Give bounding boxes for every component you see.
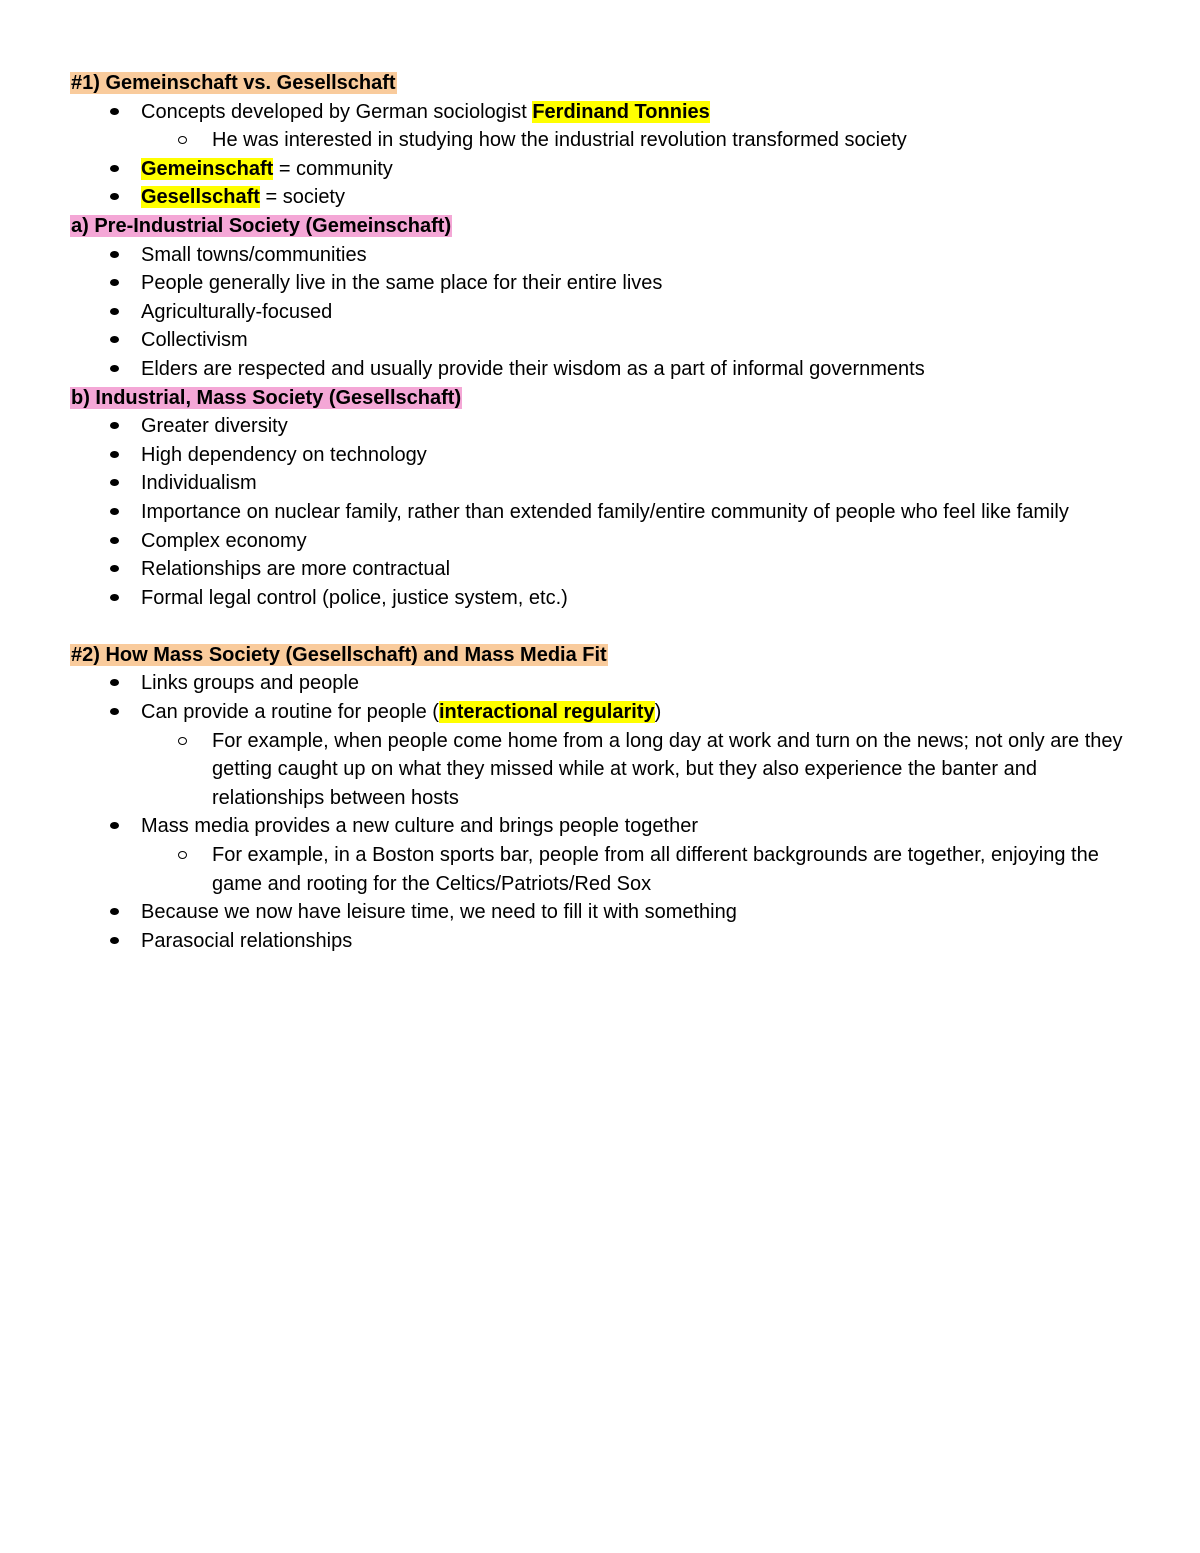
list-item-text: Small towns/communities <box>141 243 367 266</box>
list-item <box>70 412 1130 441</box>
sub-list-item <box>70 841 1130 898</box>
list-item-text: High dependency on technology <box>141 443 427 466</box>
bullet-icon <box>110 508 119 515</box>
list-item-text: Concepts developed by German sociologist <box>141 100 533 123</box>
bullet-icon <box>110 108 119 115</box>
list-item-text: Agriculturally-focused <box>141 300 333 323</box>
sub-list <box>70 841 1130 898</box>
bullet-icon <box>110 565 119 572</box>
section-heading-1-text: #1) Gemeinschaft vs. Gesellschaft <box>71 72 396 94</box>
section-heading-1a <box>70 212 1130 241</box>
section-heading-1 <box>70 69 1130 98</box>
list-item <box>70 183 1130 212</box>
section-heading-1a-text: a) Pre-Industrial Society (Gemeinschaft) <box>71 214 452 237</box>
list-item <box>70 669 1130 698</box>
bullet-icon <box>110 336 119 343</box>
highlighted-term: interactional regularity <box>438 701 655 724</box>
list-item-text: = community <box>273 157 393 180</box>
sub-list-item-text: He was interested in studying how the industrial revolution transformed society <box>212 129 907 152</box>
list-item-text: Relationships are more contractual <box>141 558 451 581</box>
list-item-text: Elders are respected and usually provide their wisdom as a part of informal governments <box>141 357 925 380</box>
section-heading-1b <box>70 384 1130 413</box>
list-item-text: Greater diversity <box>141 415 288 438</box>
list-item <box>70 812 1130 898</box>
bullet-icon <box>110 308 119 315</box>
list-item <box>70 584 1130 613</box>
bullet-icon <box>110 165 119 172</box>
list-item-text: Individualism <box>141 472 257 495</box>
section-1-list <box>70 98 1130 212</box>
sub-list-item <box>70 126 1130 155</box>
hollow-bullet-icon <box>178 136 187 144</box>
list-item <box>70 326 1130 355</box>
blank-line <box>70 612 1130 641</box>
sub-list <box>70 727 1130 813</box>
list-item <box>70 155 1130 184</box>
list-item <box>70 898 1130 927</box>
section-2-list <box>70 669 1130 955</box>
list-item-text: Because we now have leisure time, we need to fill it with something <box>141 901 737 924</box>
list-item <box>70 298 1130 327</box>
list-item-text: Can provide a routine for people ( <box>141 701 439 724</box>
hollow-bullet-icon <box>178 737 187 745</box>
list-item-text: Collectivism <box>141 329 248 352</box>
list-item-text: = society <box>259 186 345 209</box>
section-1a-list <box>70 241 1130 384</box>
list-item-text: Parasocial relationships <box>141 929 353 952</box>
bullet-icon <box>110 594 119 601</box>
list-item <box>70 469 1130 498</box>
list-item-text: Links groups and people <box>141 672 359 695</box>
list-item-text: Mass media provides a new culture and brings people together <box>141 815 698 838</box>
highlighted-term: Gemeinschaft <box>141 157 274 180</box>
bullet-icon <box>110 193 119 200</box>
bullet-icon <box>110 365 119 372</box>
list-item <box>70 241 1130 270</box>
list-item <box>70 98 1130 155</box>
bullet-icon <box>110 908 119 915</box>
section-1b-list <box>70 412 1130 612</box>
list-item <box>70 269 1130 298</box>
bullet-icon <box>110 708 119 715</box>
list-item <box>70 698 1130 812</box>
sub-list-item <box>70 727 1130 813</box>
sub-list-item-text: For example, in a Boston sports bar, people from all different backgrounds are together, enjoying the game and rooting for the Celtics/Patriots/Red Sox <box>212 844 1105 895</box>
section-heading-2-text: #2) How Mass Society (Gesellschaft) and Mass Media Fit <box>71 643 607 666</box>
list-item-text: ) <box>654 701 662 724</box>
bullet-icon <box>110 251 119 258</box>
list-item <box>70 927 1130 956</box>
bullet-icon <box>110 679 119 686</box>
list-item-text: Importance on nuclear family, rather than extended family/entire community of people who feel like family <box>141 500 1069 523</box>
bullet-icon <box>110 822 119 829</box>
section-heading-1b-text: b) Industrial, Mass Society (Gesellschaft) <box>71 386 462 409</box>
list-item-text: People generally live in the same place for their entire lives <box>141 272 663 295</box>
list-item-text: Complex economy <box>141 529 307 552</box>
bullet-icon <box>110 279 119 286</box>
list-item-text: Formal legal control (police, justice system, etc.) <box>141 586 568 609</box>
list-item <box>70 527 1130 556</box>
bullet-icon <box>110 537 119 544</box>
list-item <box>70 555 1130 584</box>
document-page <box>70 69 1130 955</box>
sub-list-item-text: For example, when people come home from a long day at work and turn on the news; not only are they getting caught up on what they missed while at work, but they also experience the banter and relationships between hosts <box>212 729 1129 809</box>
section-heading-2 <box>70 641 1130 670</box>
highlighted-term: Ferdinand Tonnies <box>532 100 710 123</box>
bullet-icon <box>110 937 119 944</box>
list-item <box>70 355 1130 384</box>
list-item <box>70 498 1130 527</box>
bullet-icon <box>110 422 119 429</box>
hollow-bullet-icon <box>178 851 187 859</box>
sub-list <box>70 126 1130 155</box>
list-item <box>70 441 1130 470</box>
bullet-icon <box>110 451 119 458</box>
bullet-icon <box>110 479 119 486</box>
highlighted-term: Gesellschaft <box>141 186 260 209</box>
